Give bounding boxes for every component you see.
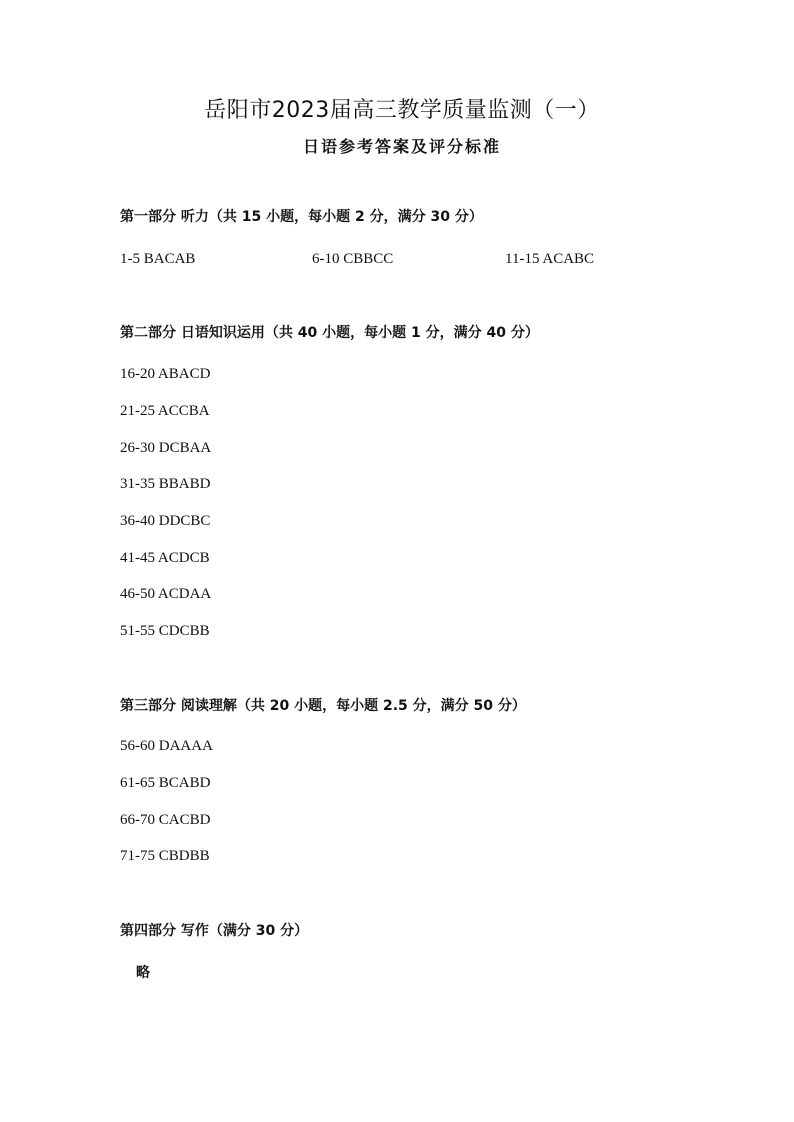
part2-answer-row: 46-50 ACDAA: [120, 586, 212, 602]
part1-answer-1-5: 1-5 BACAB: [120, 251, 196, 267]
part4-body: 略: [136, 965, 150, 981]
part2-answer-row: 26-30 DCBAA: [120, 440, 212, 456]
part2-answer-row: 16-20 ABACD: [120, 366, 211, 382]
part3-answer-row: 66-70 CACBD: [120, 812, 211, 828]
part3-answer-row: 56-60 DAAAA: [120, 738, 213, 754]
part1-heading: 第一部分 听力（共 15 小题，每小题 2 分，满分 30 分）: [120, 209, 483, 225]
part4-heading: 第四部分 写作（满分 30 分）: [120, 923, 309, 939]
part3-answer-row: 61-65 BCABD: [120, 775, 211, 791]
part3-heading: 第三部分 阅读理解（共 20 小题，每小题 2.5 分，满分 50 分）: [120, 698, 526, 714]
part2-answer-row: 41-45 ACDCB: [120, 550, 210, 566]
part2-heading: 第二部分 日语知识运用（共 40 小题，每小题 1 分，满分 40 分）: [120, 325, 539, 341]
part2-answer-row: 51-55 CDCBB: [120, 623, 210, 639]
part1-answer-6-10: 6-10 CBBCC: [312, 251, 394, 267]
part2-answer-row: 31-35 BBABD: [120, 476, 211, 492]
part2-answer-row: 21-25 ACCBA: [120, 403, 210, 419]
document-title: 岳阳市2023届高三教学质量监测（一）: [204, 98, 600, 123]
document-subtitle: 日语参考答案及评分标准: [302, 137, 501, 156]
part1-answer-11-15: 11-15 ACABC: [505, 251, 595, 267]
part3-answer-row: 71-75 CBDBB: [120, 848, 210, 864]
part2-answer-row: 36-40 DDCBC: [120, 513, 211, 529]
